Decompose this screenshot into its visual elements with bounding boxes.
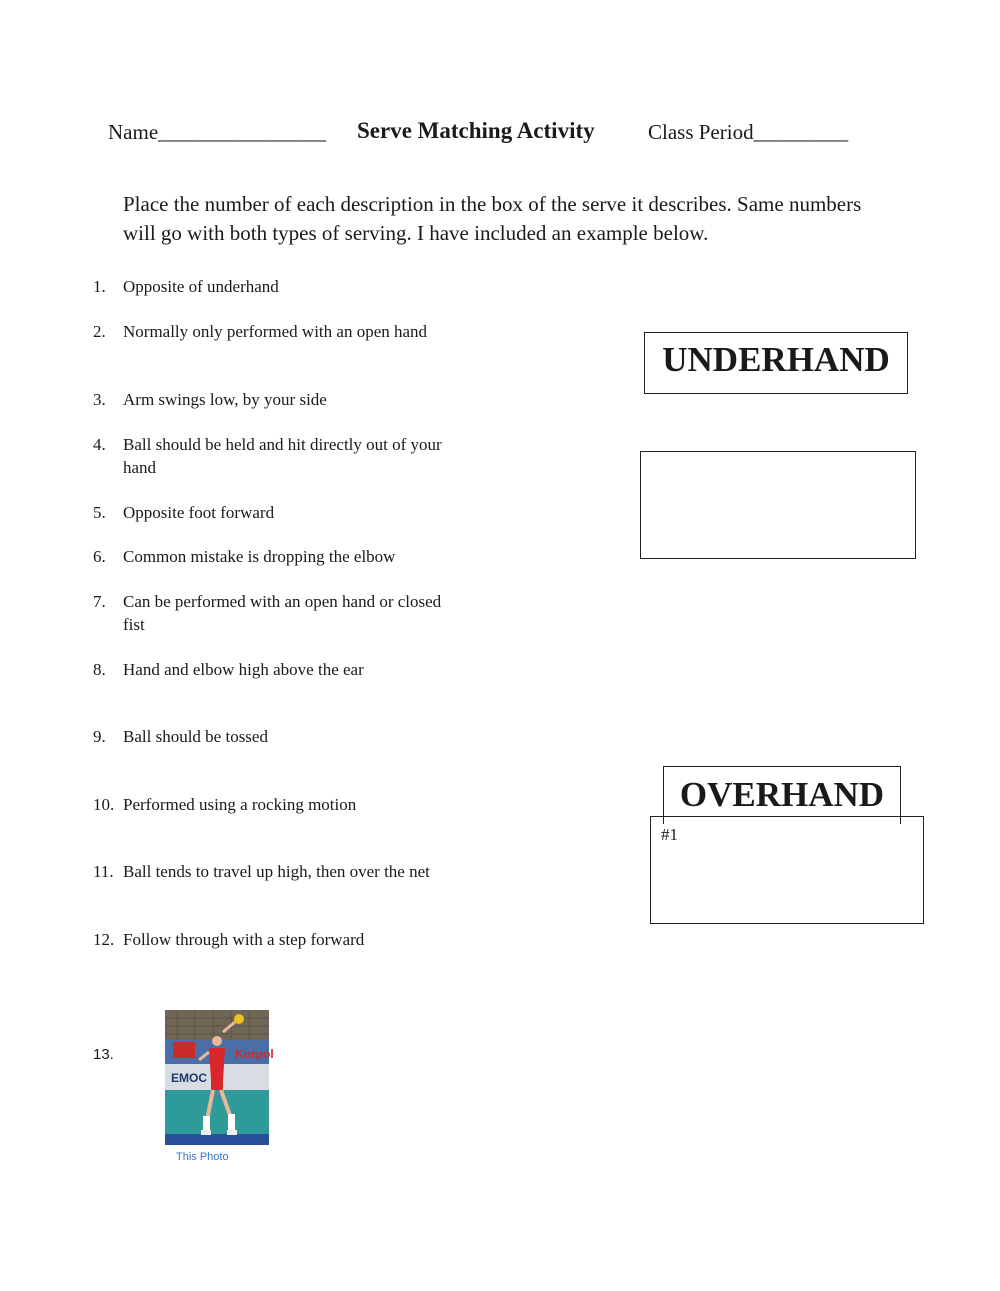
list-item <box>93 861 463 884</box>
item-number: 5. <box>93 503 106 522</box>
list-item <box>93 389 463 412</box>
list-item <box>93 591 463 636</box>
list-item <box>93 659 463 682</box>
banner-text-1: EMOC <box>171 1071 207 1085</box>
item-text: Can be performed with an open hand or closed fist <box>123 592 442 634</box>
underhand-label: UNDERHAND <box>644 332 908 394</box>
item-text: Ball should be held and hit directly out of your hand <box>123 435 442 477</box>
item-text: Performed using a rocking motion <box>123 795 357 814</box>
banner-text-2: Korpol <box>235 1047 274 1061</box>
item-text: Ball tends to travel up high, then over the net <box>123 862 430 881</box>
overhand-label: OVERHAND <box>663 766 901 824</box>
item-number: 11. <box>93 862 114 881</box>
item-text: Follow through with a step forward <box>123 930 365 949</box>
photo-credit-link[interactable]: This Photo <box>176 1151 229 1163</box>
list-item <box>93 929 463 952</box>
item-number: 2. <box>93 322 106 341</box>
item-number: 10. <box>93 795 115 814</box>
item-13-number: 13. <box>93 1046 114 1063</box>
item-text: Opposite of underhand <box>123 277 279 296</box>
volleyball-player-photo <box>165 1010 274 1145</box>
item-number: 12. <box>93 930 115 949</box>
underhand-answer-box[interactable] <box>640 451 916 559</box>
item-number: 4. <box>93 435 106 454</box>
item-text: Normally only performed with an open hand <box>123 322 428 341</box>
list-item <box>93 502 463 525</box>
item-number: 8. <box>93 660 106 679</box>
item-text: Opposite foot forward <box>123 503 275 522</box>
list-item <box>93 321 463 344</box>
item-number: 6. <box>93 547 106 566</box>
list-item <box>93 546 463 569</box>
item-text: Hand and elbow high above the ear <box>123 660 364 679</box>
overhand-answer-box[interactable] <box>650 816 924 924</box>
instructions: Place the number of each description in the box of the serve it describes. Same numbers will go with both types of serving. I have included an example below. <box>123 192 862 245</box>
item-number: 7. <box>93 592 106 611</box>
volleyball-serve-image <box>165 1010 274 1145</box>
item-number: 3. <box>93 390 106 409</box>
list-item <box>93 794 463 817</box>
page-title: Serve Matching Activity <box>357 118 595 143</box>
list-item <box>93 726 463 749</box>
item-number: 1. <box>93 277 106 296</box>
underhand-box-note <box>641 452 915 460</box>
item-text: Common mistake is dropping the elbow <box>123 547 396 566</box>
list-item <box>93 276 463 299</box>
item-number: 9. <box>93 727 106 746</box>
list-item <box>93 434 463 479</box>
item-text: Arm swings low, by your side <box>123 390 327 409</box>
name-field-label: Name________________ <box>108 120 327 144</box>
class-period-label: Class Period_________ <box>648 120 849 144</box>
overhand-box-note: #1 <box>661 825 678 844</box>
item-text: Ball should be tossed <box>123 727 268 746</box>
